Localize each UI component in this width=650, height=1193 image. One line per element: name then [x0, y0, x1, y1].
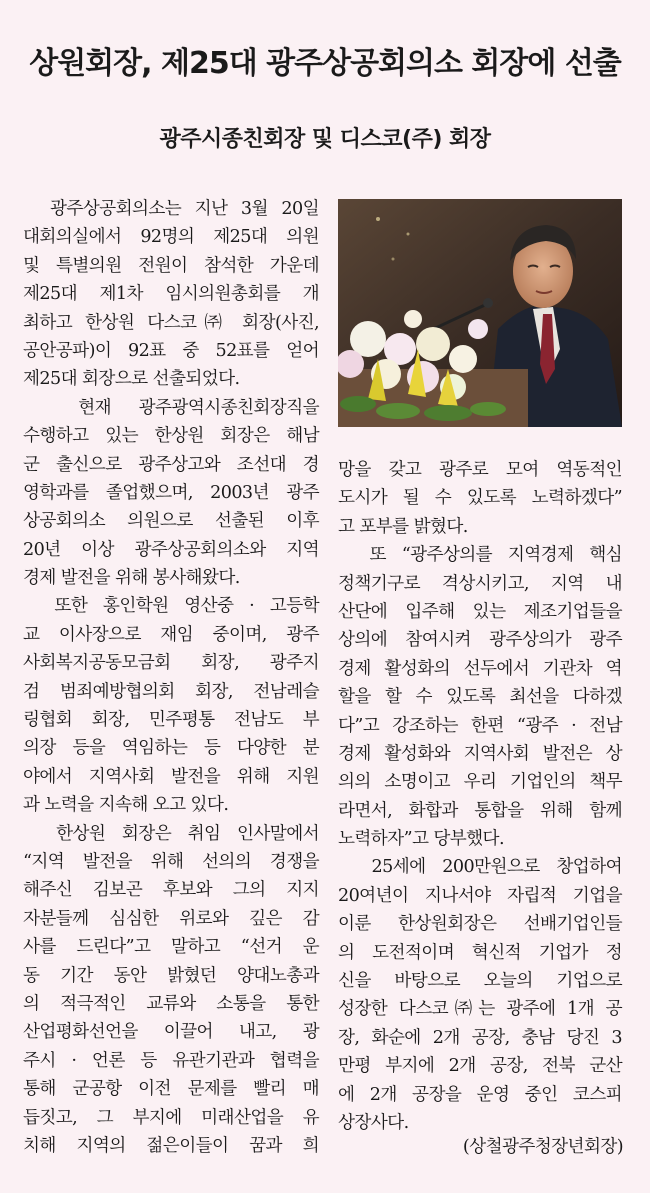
- text-line: 최하고 한상원 다스코㈜ 회장(사진,: [23, 312, 319, 333]
- text-line: 사회복지공동모금회 회장, 광주지: [23, 653, 319, 674]
- text-line: 교 이사장으로 재임 중이며, 광주: [23, 624, 319, 645]
- text-line: 노력하자”고 당부했다.: [338, 829, 504, 850]
- text-line: 해주신 김보곤 후보와 그의 지지: [23, 880, 319, 901]
- text-line: 과 노력을 지속해 오고 있다.: [23, 795, 229, 816]
- text-line: 산업평화선언을 이끌어 내고, 광: [23, 1022, 319, 1043]
- text-line: 만평 부지에 2개 공장, 전북 군산: [338, 1056, 622, 1077]
- left-column: [23, 195, 319, 1160]
- text-line: 경제 활성화와 지역사회 발전은 상: [338, 743, 622, 764]
- photo-illustration: [338, 199, 622, 427]
- text-line: 야에서 지역사회 발전을 위해 지원: [23, 766, 319, 787]
- text-line: 대회의실에서 92명의 제25대 의원: [23, 227, 319, 248]
- text-line: 다”고 강조하는 한편 “광주 · 전남: [338, 715, 622, 736]
- text-line: 제25대 회장으로 선출되었다.: [23, 369, 240, 390]
- text-line: 의 적극적인 교류와 소통을 통한: [23, 993, 319, 1014]
- text-line: 통해 군공항 이전 문제를 빨리 매: [23, 1079, 319, 1100]
- text-line: 현재 광주광역시종친회장직을: [23, 397, 319, 418]
- text-line: 한상원 회장은 취임 인사말에서: [23, 823, 319, 844]
- text-line: 망을 갖고 광주로 모여 역동적인: [338, 460, 622, 480]
- text-line: 경제 활성화의 선두에서 기관차 역: [338, 658, 622, 679]
- text-line: 상공회의소 의원으로 선출된 이후: [23, 511, 319, 532]
- text-line: 상장사다.: [338, 1112, 409, 1133]
- text-line: 또한 홍인학원 영산중 · 고등학: [23, 596, 319, 617]
- text-line: 치해 지역의 젊은이들이 꿈과 희: [23, 1135, 319, 1156]
- text-line: 의의 소명이고 우리 기업인의 책무: [338, 772, 622, 793]
- text-line: 20여년이 지나서야 자립적 기업을: [338, 885, 622, 906]
- text-line: 라면서, 화합과 통합을 위해 함께: [338, 800, 622, 821]
- text-line: 산단에 입주해 있는 제조기업들을: [338, 601, 622, 622]
- photo-chairman: [338, 199, 622, 427]
- right-column: [338, 456, 622, 1137]
- text-line: 공안공파)이 92표 중 52표를 얻어: [23, 340, 319, 361]
- text-line: 의장 등을 역임하는 등 다양한 분: [23, 738, 319, 759]
- text-line: 고 포부를 밝혔다.: [338, 516, 468, 537]
- text-line: 에 2개 공장을 운영 중인 코스피: [338, 1084, 622, 1105]
- text-line: 장, 화순에 2개 공장, 충남 당진 3: [338, 1027, 622, 1048]
- text-line: 성장한 다스코㈜는 광주에 1개 공: [338, 999, 622, 1020]
- text-line: 의 도전적이며 혁신적 기업가 정: [338, 942, 622, 963]
- text-line: 검 범죄예방협의회 회장, 전남레슬: [23, 681, 319, 702]
- text-line: 신을 바탕으로 오늘의 기업으로: [338, 971, 622, 992]
- text-line: 도시가 될 수 있도록 노력하겠다”: [338, 488, 622, 509]
- text-line: 자분들께 심심한 위로와 깊은 감: [23, 908, 319, 929]
- text-line: 링협회 회장, 민주평통 전남도 부: [23, 710, 319, 731]
- subheadline: 광주시종친회장 및 디스코(주) 회장: [159, 127, 491, 152]
- text-line: 광주상공회의소는 지난 3월 20일: [23, 199, 319, 219]
- text-line: 군 출신으로 광주상고와 조선대 경: [23, 454, 319, 475]
- text-line: “지역 발전을 위해 선의의 경쟁을: [23, 851, 319, 872]
- text-line: 주시 · 언론 등 유관기관과 협력을: [23, 1050, 319, 1071]
- text-line: 영학과를 졸업했으며, 2003년 광주: [23, 482, 319, 503]
- headline: 상원회장, 제25대 광주상공회의소 회장에 선출: [29, 46, 621, 81]
- text-line: 20년 이상 광주상공회의소와 지역: [23, 539, 319, 560]
- text-line: 또 “광주상의를 지역경제 핵심: [338, 545, 622, 566]
- text-line: 제25대 제1차 임시의원총회를 개: [23, 284, 319, 305]
- text-line: 경제 발전을 위해 봉사해왔다.: [23, 568, 240, 589]
- text-line: 상의에 참여시켜 광주상의가 광주: [338, 630, 622, 651]
- text-line: 이룬 한상원회장은 선배기업인들: [338, 914, 622, 935]
- byline: (상철광주청장년회장): [462, 1137, 623, 1157]
- text-line: 동 기간 동안 밝혔던 양대노총과: [23, 965, 319, 986]
- text-line: 25세에 200만원으로 창업하여: [338, 857, 622, 878]
- text-line: 할을 할 수 있도록 최선을 다하겠: [338, 687, 622, 708]
- text-line: 듭짓고, 그 부지에 미래산업을 유: [23, 1107, 319, 1128]
- text-line: 사를 드린다”고 말하고 “선거 운: [23, 937, 319, 958]
- text-line: 및 특별의원 전원이 참석한 가운데: [23, 255, 319, 276]
- text-line: 수행하고 있는 한상원 회장은 해남: [23, 426, 319, 447]
- text-line: 정책기구로 격상시키고, 지역 내: [338, 573, 622, 594]
